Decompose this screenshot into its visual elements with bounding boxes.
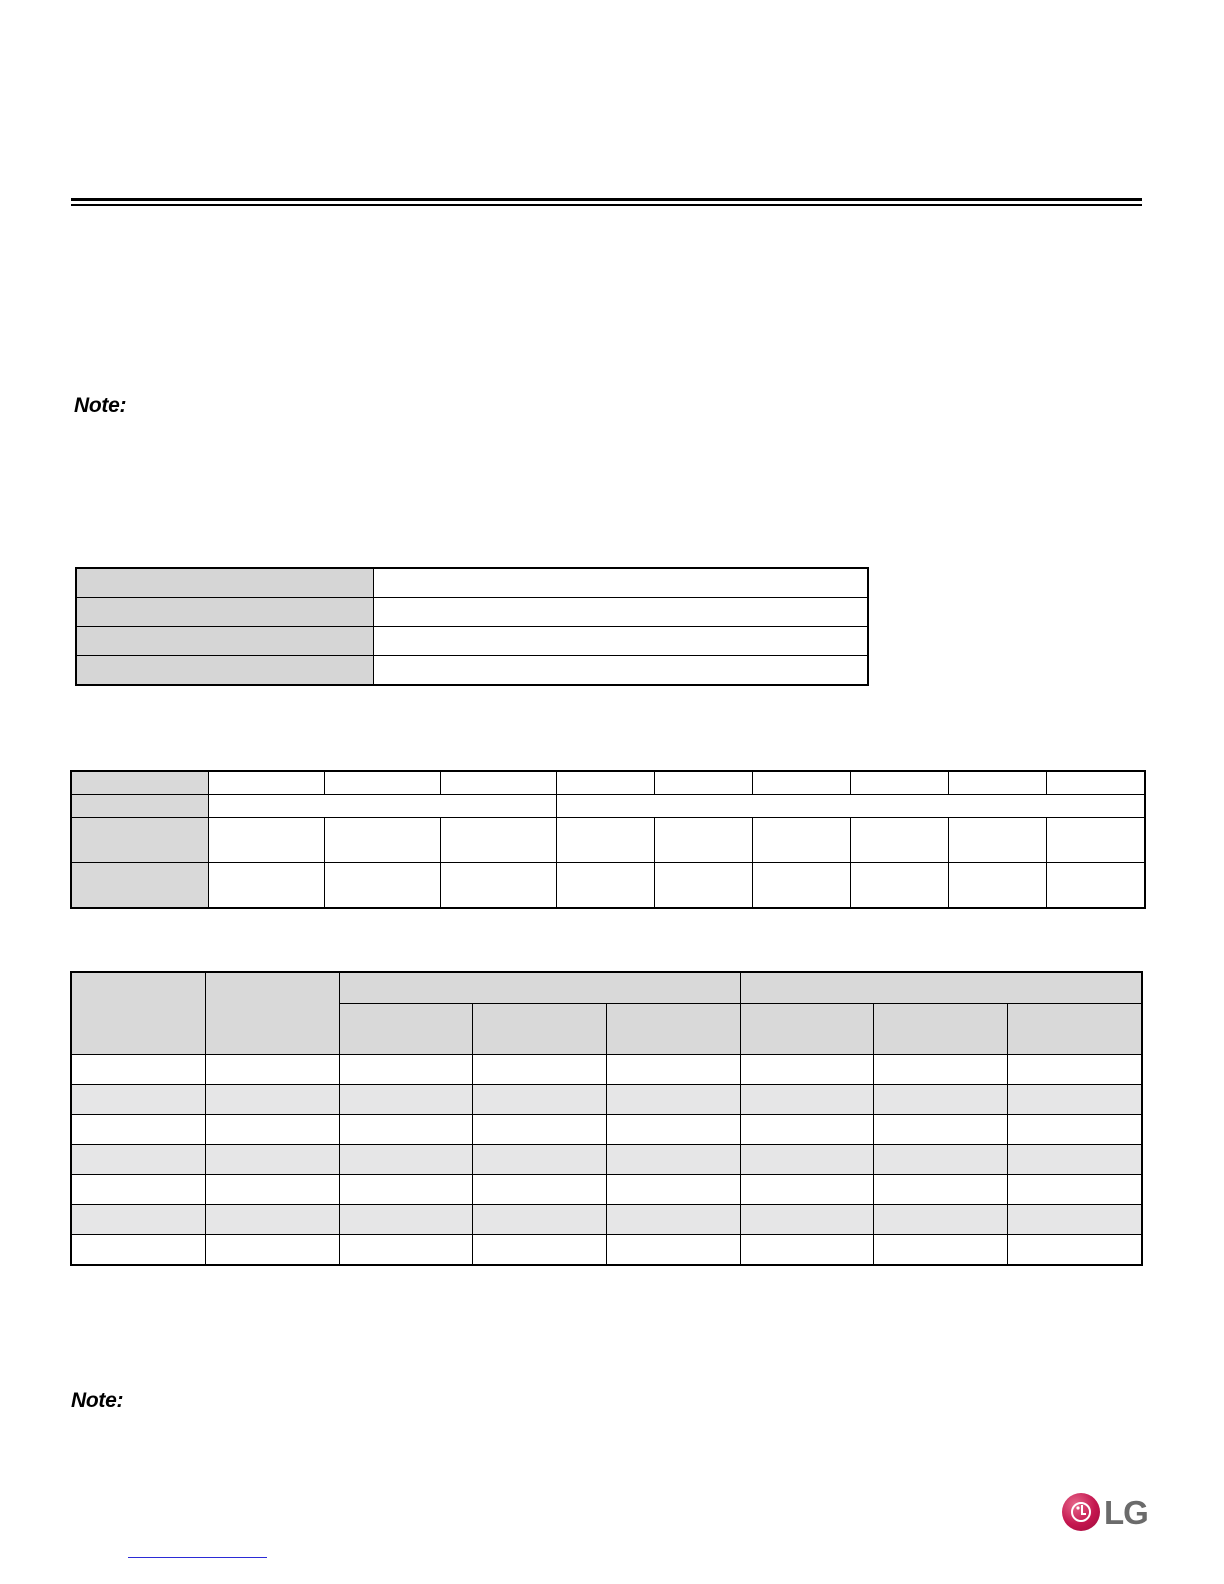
table-cell [440,818,556,863]
footer-link[interactable] [128,1557,267,1558]
lg-logo-text: LG [1104,1494,1148,1531]
table-cell [324,771,440,795]
row-label-cell [71,771,208,795]
note-label-bottom: Note: [71,1389,124,1412]
table-cell [339,1055,472,1085]
table-row [71,1145,1142,1175]
merged-cell [556,795,1145,818]
table-cell [205,1145,339,1175]
table-cell [740,1085,873,1115]
row-label-cell [71,818,208,863]
spec-table [75,567,869,686]
table-cell [71,1115,205,1145]
table-cell [873,1175,1007,1205]
table-cell [324,818,440,863]
table-cell [948,771,1046,795]
table-cell [654,771,752,795]
lg-logo-mark-icon [1062,1493,1100,1531]
table-row [71,818,1145,863]
table-cell [1046,863,1145,909]
table-row [71,795,1145,818]
note-label-top: Note: [74,394,127,417]
table-cell [205,1055,339,1085]
table-cell [556,771,654,795]
table-cell [654,818,752,863]
table-cell [740,1175,873,1205]
table-cell [472,1205,606,1235]
table-row [71,1205,1142,1235]
table-cell [1046,771,1145,795]
table-cell [1007,1235,1142,1266]
table-cell [740,1235,873,1266]
table-cell [339,1235,472,1266]
table-cell [873,1205,1007,1235]
table-cell [324,863,440,909]
table-cell [472,1085,606,1115]
table-cell [606,1115,740,1145]
table-cell [205,1235,339,1266]
table-row [71,1055,1142,1085]
table-cell [606,1085,740,1115]
table-row [71,771,1145,795]
table-row [76,598,868,627]
table-cell [1007,1055,1142,1085]
row-value-cell [374,568,869,598]
table-cell [740,1145,873,1175]
row-label-cell [76,568,374,598]
lg-logo [1062,1493,1146,1533]
table-cell [71,1175,205,1205]
table-header-row [71,972,1142,1004]
table-cell [948,818,1046,863]
table-cell [71,1235,205,1266]
table-cell [472,1055,606,1085]
table-cell [606,1235,740,1266]
table-cell [71,1205,205,1235]
table-cell [873,1145,1007,1175]
table-cell [556,863,654,909]
table-cell [1007,1145,1142,1175]
model-table [70,770,1146,909]
table-cell [205,1115,339,1145]
table-cell [606,1205,740,1235]
table-row [76,568,868,598]
table-cell [1007,1175,1142,1205]
table-cell [1007,1205,1142,1235]
table-cell [1007,1085,1142,1115]
subheader-cell [1007,1004,1142,1055]
subheader-cell [339,1004,472,1055]
row-value-cell [374,656,869,686]
table-cell [850,771,948,795]
table-cell [440,863,556,909]
table-cell [873,1055,1007,1085]
table-cell [440,771,556,795]
table-cell [339,1145,472,1175]
table-cell [1007,1115,1142,1145]
table-cell [472,1145,606,1175]
table-cell [752,818,850,863]
subheader-cell [472,1004,606,1055]
subheader-cell [606,1004,740,1055]
subheader-cell [740,1004,873,1055]
data-table [70,971,1143,1266]
table-row [71,1115,1142,1145]
header-cell [71,972,205,1055]
table-cell [752,863,850,909]
table-cell [205,1175,339,1205]
table-cell [606,1175,740,1205]
table-cell [740,1205,873,1235]
group-header-cell [339,972,740,1004]
table-row [76,656,868,686]
row-label-cell [71,795,208,818]
table-cell [873,1085,1007,1115]
table-cell [208,771,324,795]
table-cell [948,863,1046,909]
table-cell [71,1085,205,1115]
row-label-cell [76,656,374,686]
table-cell [752,771,850,795]
row-label-cell [76,627,374,656]
table-cell [606,1145,740,1175]
table-cell [850,863,948,909]
table-row [71,1175,1142,1205]
table-cell [339,1205,472,1235]
table-row [71,863,1145,909]
row-value-cell [374,598,869,627]
table-cell [873,1235,1007,1266]
row-label-cell [71,863,208,909]
lg-face-icon [1071,1499,1091,1525]
table-cell [740,1055,873,1085]
table-cell [339,1115,472,1145]
table-row [76,627,868,656]
table-cell [71,1145,205,1175]
table-cell [873,1115,1007,1145]
table-cell [205,1205,339,1235]
table-cell [654,863,752,909]
row-value-cell [374,627,869,656]
table-row [71,1235,1142,1266]
table-cell [71,1055,205,1085]
header-cell [205,972,339,1055]
table-cell [850,818,948,863]
table-cell [339,1085,472,1115]
table-cell [556,818,654,863]
table-cell [472,1115,606,1145]
subheader-cell [873,1004,1007,1055]
table-cell [208,863,324,909]
table-cell [1046,818,1145,863]
table-cell [472,1235,606,1266]
table-cell [208,818,324,863]
table-cell [472,1175,606,1205]
group-header-cell [740,972,1142,1004]
table-row [71,1085,1142,1115]
row-label-cell [76,598,374,627]
table-cell [339,1175,472,1205]
table-cell [205,1085,339,1115]
table-cell [606,1055,740,1085]
table-cell [740,1115,873,1145]
header-rule-thick [71,198,1142,201]
merged-cell [208,795,556,818]
header-rule-thin [71,204,1142,206]
